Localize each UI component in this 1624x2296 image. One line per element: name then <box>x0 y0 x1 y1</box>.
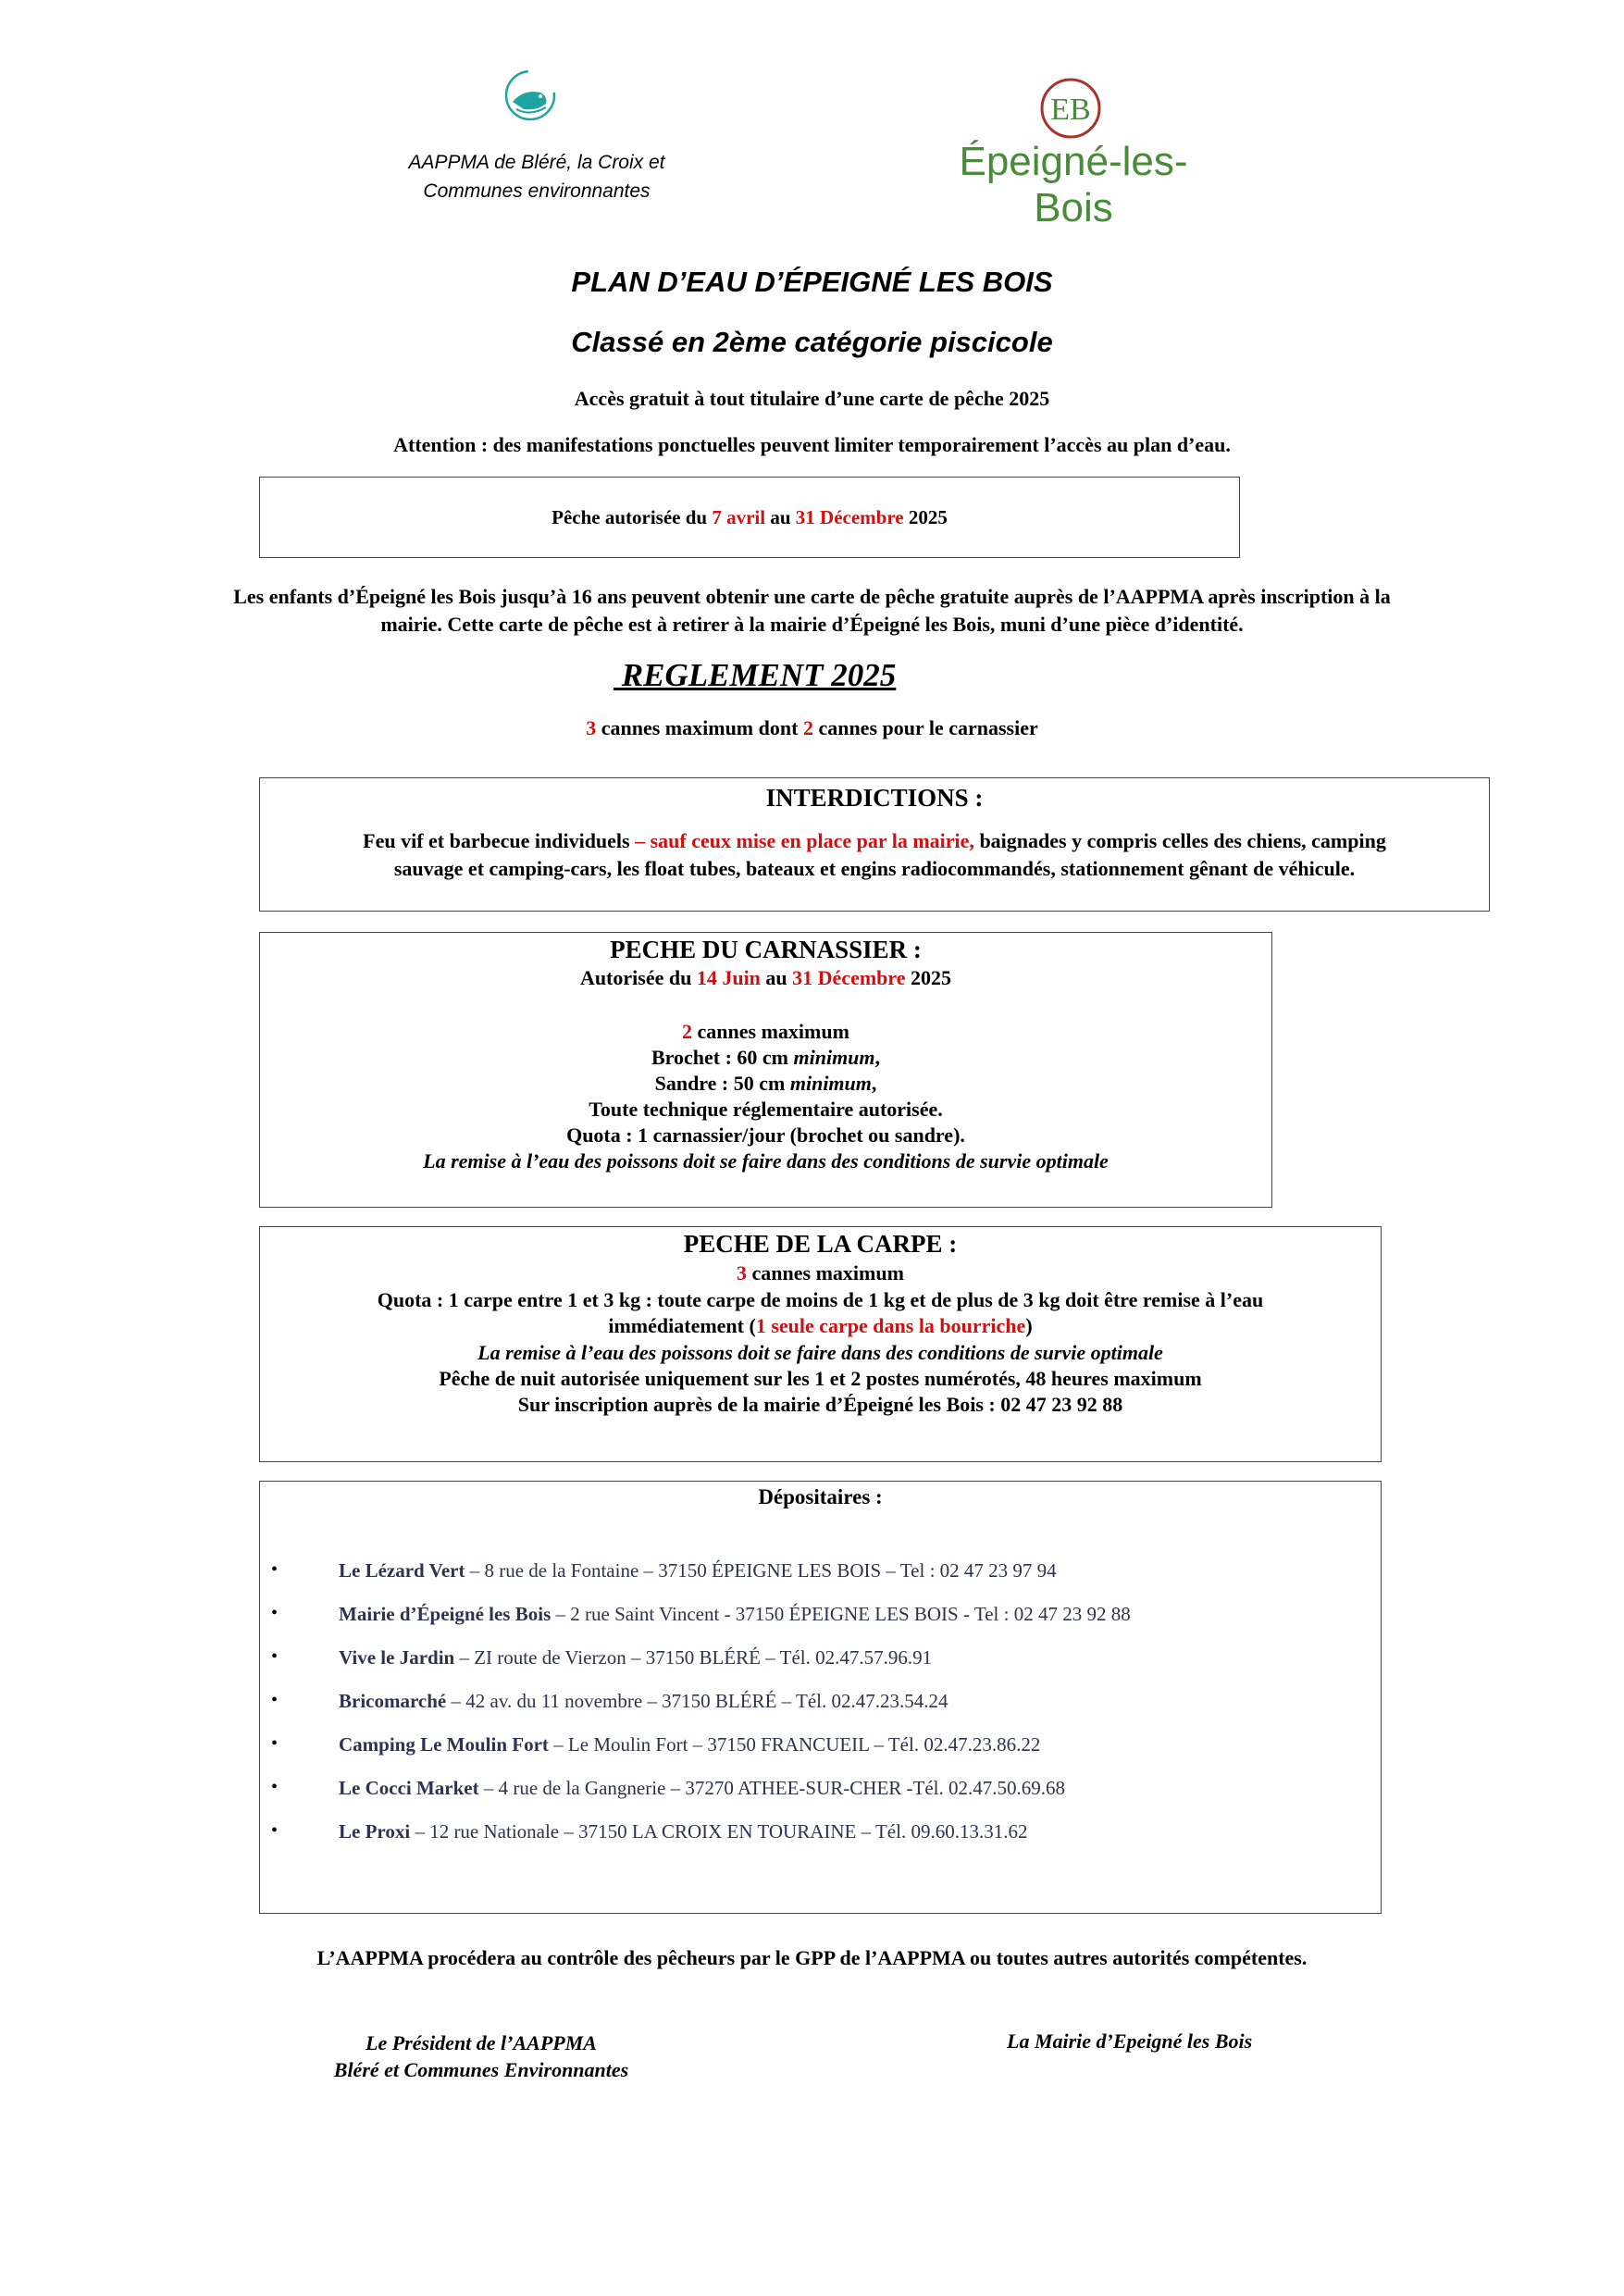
carnassier-brochet <box>260 1046 1271 1070</box>
period-box <box>259 477 1240 558</box>
bullet: • <box>271 1777 279 1797</box>
interdictions-line2: sauvage et camping-cars, les float tubes, bateaux et engins radiocommandés, stationnement gênant de véhicule. <box>393 857 1356 880</box>
depositaire-name: Le Proxi <box>339 1820 411 1843</box>
carpe-remise: La remise à l’eau des poissons doit se faire dans des conditions de survie optimale <box>477 1341 1163 1364</box>
carn-period-mid: au <box>760 966 793 989</box>
carpe-canes-count: 3 <box>737 1261 748 1285</box>
access-text: Accès gratuit à tout titulaire d’une carte de pêche 2025 <box>574 387 1050 410</box>
aappma-org-line1: AAPPMA de Bléré, la Croix et <box>408 152 665 173</box>
carpe-box <box>259 1226 1382 1462</box>
signature-president <box>278 2029 685 2083</box>
sandre-pre: Sandre : 50 cm <box>654 1072 790 1095</box>
depositaire-details: – 8 rue de la Fontaine – 37150 ÉPEIGNE LES BOIS – Tel : 02 47 23 97 94 <box>465 1559 1057 1582</box>
depositaire-name: Mairie d’Épeigné les Bois <box>339 1603 552 1625</box>
carnassier-remise: La remise à l’eau des poissons doit se faire dans des conditions de survie optimale <box>423 1149 1109 1173</box>
canes-carn: 2 <box>802 716 813 739</box>
carpe-quota-line2 <box>260 1314 1381 1338</box>
signature-mairie: La Mairie d’Epeigné les Bois <box>1007 2029 1253 2053</box>
aappma-logo <box>500 65 561 126</box>
controle-text: L’AAPPMA procédera au contrôle des pêcheurs par le GPP de l’AAPPMA ou toutes autres autorités compétentes. <box>316 1946 1308 1969</box>
monogram-text: EB <box>1050 93 1091 127</box>
signature-president-line2: Bléré et Communes Environnantes <box>333 2058 629 2081</box>
depositaire-details: – 2 rue Saint Vincent - 37150 ÉPEIGNE LES BOIS - Tel : 02 47 23 92 88 <box>551 1603 1131 1625</box>
depositaire-item <box>260 1820 1381 1848</box>
depositaire-item <box>260 1603 1381 1631</box>
depositaire-item <box>260 1733 1381 1761</box>
depositaires-title: Dépositaires : <box>758 1485 883 1508</box>
depositaire-name: Le Lézard Vert <box>339 1559 465 1582</box>
depositaire-name: Vive le Jardin <box>339 1646 455 1669</box>
interdictions-red: – sauf ceux mise en place par la mairie, <box>635 829 974 852</box>
carn-period-post: 2025 <box>905 966 952 989</box>
interdictions-post: baignades y compris celles des chiens, camping <box>973 829 1386 852</box>
carnassier-technique: Toute technique réglementaire autorisée. <box>589 1098 943 1121</box>
brochet-min: minimum <box>793 1046 875 1069</box>
children-line2: mairie. Cette carte de pêche est à retirer à la mairie d’Épeigné les Bois, muni d’une pièce d’identité. <box>380 613 1244 636</box>
sandre-post: , <box>871 1072 877 1095</box>
carpe-canes-text: cannes maximum <box>747 1261 904 1285</box>
bullet: • <box>271 1603 279 1623</box>
carnassier-title: PECHE DU CARNASSIER : <box>610 936 922 963</box>
interdictions-pre: Feu vif et barbecue individuels <box>363 829 636 852</box>
carpe-inscription: Sur inscription auprès de la mairie d’Épeigné les Bois : 02 47 23 92 88 <box>517 1393 1123 1416</box>
depositaire-details: – 4 rue de la Gangnerie – 37270 ATHEE-SUR-CHER -Tél. 02.47.50.69.68 <box>478 1777 1066 1799</box>
depositaires-box <box>259 1481 1382 1914</box>
children-line1: Les enfants d’Épeigné les Bois jusqu’à 16 ans peuvent obtenir une carte de pêche gratuite auprès de l’AAPPMA après inscription à la <box>233 585 1391 608</box>
depositaire-details: – 12 rue Nationale – 37150 LA CROIX EN TOURAINE – Tél. 09.60.13.31.62 <box>410 1820 1028 1843</box>
carnassier-canes <box>260 1020 1271 1044</box>
carnassier-sandre <box>260 1072 1271 1096</box>
carpe-quota-red: 1 seule carpe dans la bourriche <box>755 1314 1026 1337</box>
attention-text: Attention : des manifestations ponctuelles peuvent limiter temporairement l’accès au plan d’eau. <box>393 433 1231 456</box>
epeigne-logo-text: Épeigné-les-Bois <box>959 139 1188 230</box>
carn-period-end: 31 Décembre <box>792 966 906 989</box>
carn-period-pre: Autorisée du <box>579 966 697 989</box>
carpe-quota-line1: Quota : 1 carpe entre 1 et 3 kg : toute carpe de moins de 1 kg et de plus de 3 kg doit être remise à l’eau <box>377 1288 1264 1311</box>
canes-mid: cannes maximum dont <box>596 716 803 739</box>
carpe-nuit: Pêche de nuit autorisée uniquement sur les 1 et 2 postes numérotés, 48 heures maximum <box>439 1367 1202 1390</box>
carn-canes-text: cannes maximum <box>692 1020 849 1043</box>
period-line <box>260 506 1239 529</box>
epeigne-monogram-logo <box>1034 76 1108 141</box>
page-subtitle: Classé en 2ème catégorie piscicole <box>571 326 1053 358</box>
bullet: • <box>271 1690 279 1710</box>
depositaire-details: – 42 av. du 11 novembre – 37150 BLÉRÉ – Tél. 02.47.23.54.24 <box>446 1690 948 1712</box>
depositaire-item <box>260 1559 1381 1587</box>
period-mid: au <box>765 506 796 528</box>
depositaire-item <box>260 1646 1381 1674</box>
canes-end: cannes pour le carnassier <box>812 716 1038 739</box>
period-end: 31 Décembre <box>795 506 904 528</box>
carnassier-period <box>260 966 1271 990</box>
carn-period-start: 14 Juin <box>696 966 761 989</box>
canes-count: 3 <box>586 716 597 739</box>
bullet: • <box>271 1559 279 1580</box>
bullet: • <box>271 1646 279 1667</box>
page-title: PLAN D’EAU D’ÉPEIGNÉ LES BOIS <box>571 266 1053 298</box>
brochet-post: , <box>874 1046 881 1069</box>
period-pre: Pêche autorisée du <box>552 506 713 528</box>
reglement-title: REGLEMENT 2025 <box>614 657 897 693</box>
interdictions-line1 <box>260 829 1489 853</box>
carpe-canes <box>260 1261 1381 1285</box>
interdictions-box <box>259 777 1490 912</box>
brochet-pre: Brochet : 60 cm <box>651 1046 794 1069</box>
depositaire-name: Bricomarché <box>339 1690 447 1712</box>
depositaire-details: – Le Moulin Fort – 37150 FRANCUEIL – Tél. 02.47.23.86.22 <box>548 1733 1041 1756</box>
bullet: • <box>271 1820 279 1841</box>
bullet: • <box>271 1733 279 1754</box>
period-post: 2025 <box>903 506 948 528</box>
depositaire-name: Le Cocci Market <box>339 1777 479 1799</box>
carnassier-quota: Quota : 1 carnassier/jour (brochet ou sandre). <box>566 1123 965 1147</box>
reglement-canes <box>0 716 1624 740</box>
carpe-quota-pre: immédiatement ( <box>608 1314 756 1337</box>
carpe-quota-post: ) <box>1025 1314 1033 1337</box>
sandre-min: minimum <box>789 1072 872 1095</box>
aappma-org-line2: Communes environnantes <box>423 180 651 202</box>
carn-canes-count: 2 <box>682 1020 693 1043</box>
depositaire-item <box>260 1777 1381 1805</box>
depositaire-name: Camping Le Moulin Fort <box>339 1733 549 1756</box>
signature-president-line1: Le Président de l’AAPPMA <box>366 2031 597 2054</box>
depositaire-details: – ZI route de Vierzon – 37150 BLÉRÉ – Tél. 02.47.57.96.91 <box>454 1646 933 1669</box>
depositaire-item <box>260 1690 1381 1718</box>
period-start: 7 avril <box>712 506 766 528</box>
aappma-org-name <box>352 148 722 205</box>
interdictions-title: INTERDICTIONS : <box>765 784 984 812</box>
carnassier-box <box>259 932 1272 1208</box>
carpe-title: PECHE DE LA CARPE : <box>683 1230 958 1258</box>
